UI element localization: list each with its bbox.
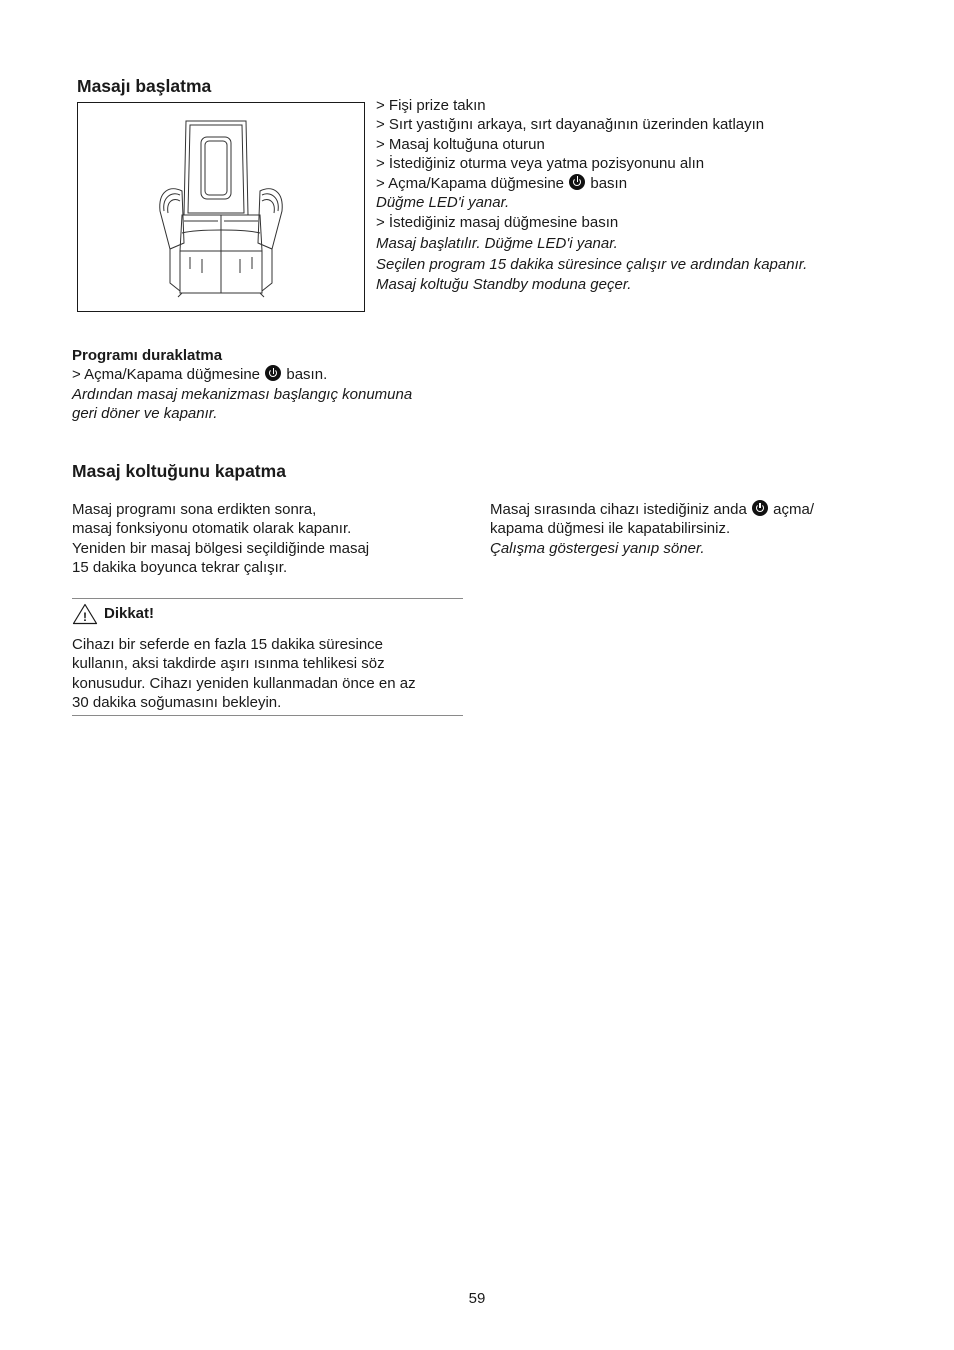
turn-off-left-text <box>72 500 369 578</box>
step-sit-down: > Masaj koltuğuna oturun <box>376 135 545 153</box>
heading-start-massage: Masajı başlatma <box>77 76 212 96</box>
svg-text:!: ! <box>83 610 87 624</box>
pause-step: > Açma/Kapama düğmesine basın. <box>72 366 328 384</box>
step-power-button: > Açma/Kapama düğmesine basın <box>376 174 628 192</box>
warning-title: Dikkat! <box>104 605 155 622</box>
warning-triangle-icon <box>72 603 98 625</box>
turn-off-line: 15 dakika boyunca tekrar çalışır. <box>72 559 288 577</box>
warning-line: konusudur. Cihazı yeniden kullanmadan önce en az <box>72 674 416 692</box>
power-icon <box>752 500 768 516</box>
turn-off-anytime-line: Masaj sırasında cihazı istediğiniz anda açma/ <box>490 501 815 518</box>
step-position: > İstediğiniz oturma veya yatma pozisyonunu alın <box>376 155 705 173</box>
heading-turn-off: Masaj koltuğunu kapatma <box>72 461 286 481</box>
massage-started-note: Masaj başlatılır. Düğme LED'i yanar. <box>376 234 618 252</box>
warning-top-rule <box>72 598 463 599</box>
heading-pause: Programı duraklatma <box>72 347 223 364</box>
step-fold-cushion: > Sırt yastığını arkaya, sırt dayanağının üzerinden katlayın <box>376 116 765 134</box>
warning-line: 30 dakika soğumasını bekleyin. <box>72 694 282 712</box>
step-massage-button: > İstediğiniz masaj düğmesine basın <box>376 214 619 232</box>
turn-off-right-text <box>490 500 814 558</box>
turn-off-line: masaj fonksiyonu otomatik olarak kapanır. <box>72 520 352 538</box>
pause-section <box>72 346 412 424</box>
page-number: 59 <box>468 1290 486 1307</box>
turn-off-anytime-line-2: kapama düğmesi ile kapatabilirsiniz. <box>490 520 731 538</box>
step-plug-in: > Fişi prize takın <box>376 97 486 114</box>
pause-result-line-1: Ardından masaj mekanizması başlangıç konumuna <box>72 385 413 403</box>
warning-text <box>72 635 416 713</box>
turn-off-line: Masaj programı sona erdikten sonra, <box>72 501 317 518</box>
massage-chair-figure <box>77 102 365 312</box>
turn-off-line: Yeniden bir masaj bölgesi seçildiğinde masaj <box>72 539 370 557</box>
warning-line: Cihazı bir seferde en fazla 15 dakika süresince <box>72 636 384 653</box>
led-on-note: Düğme LED'i yanar. <box>376 194 510 212</box>
power-icon <box>569 174 585 190</box>
standby-note: Masaj koltuğu Standby moduna geçer. <box>376 275 632 293</box>
pause-result-line-2: geri döner ve kapanır. <box>72 405 218 423</box>
program-duration-note: Seçilen program 15 dakika süresince çalışır ve ardından kapanır. <box>376 256 808 274</box>
warning-line: kullanın, aksi takdirde aşırı ısınma tehlikesi söz <box>72 655 385 673</box>
massage-chair-illustration <box>78 103 364 311</box>
power-icon <box>265 365 281 381</box>
indicator-blinks-note: Çalışma göstergesi yanıp söner. <box>490 539 705 557</box>
start-steps <box>376 96 807 294</box>
warning-bottom-rule <box>72 715 463 716</box>
